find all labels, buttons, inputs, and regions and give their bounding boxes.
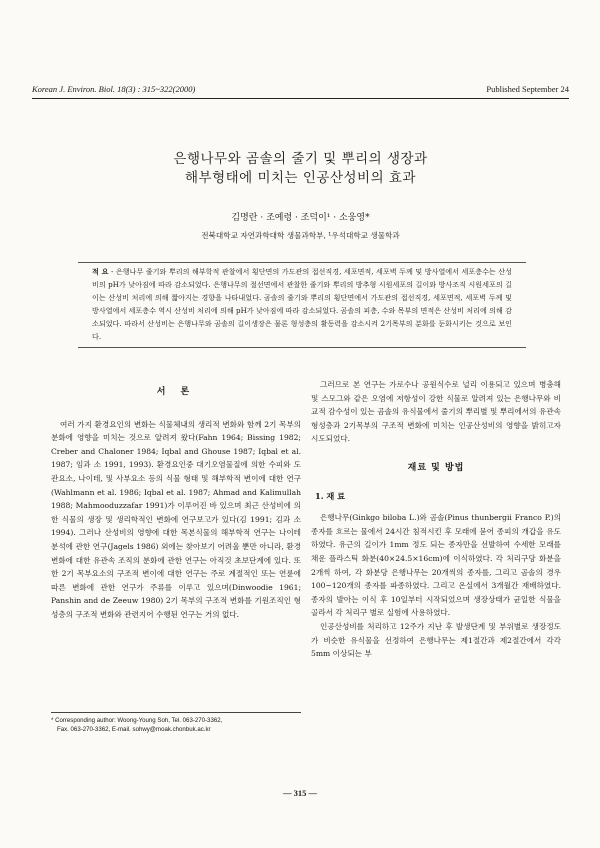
intro-paragraph-1: 여러 가지 환경요인의 변화는 식물체내의 생리적 변화와 함께 2기 목부의 분화에 영향을 미치는 것으로 알려져 왔다(Fahn 1964; Bissing 1982; Creber and Chaloner 1984; Iqbal and Ghouse 1987; Iqbal et al. 1987; 임과 소 1991, 1993). 환경요인중 대기오염물질에 의한 수피와 도관요소, 나이테, 및 사부요소 등의 식물 형태 및 해부학적 변이에 대한 연구(Wahlmann et al. 1986; Iqbal et al. 1987; Ahmad and Kalimullah 1988; Mahmooduzzafar 1991)가 이루어진 바 있으며 최근 산성비에 의한 식물의 생장 및 생리학적인 변화에 연구보고가 있다(김 1991; 김과 소 1994). 그러나 산성비의 영향에 대한 목본식물의 해부학적 연구는 나이테 분석에 관한 연구(Jagels 1986) 외에는 찾아보기 어려울 뿐만 아니라, 환경변화에 대한 유관속 조직의 분화에 관한 연구는 아직것 초보단계에 있다. 또한 2기 목부요소의 구조적 변이에 대한 연구는 주로 계절적인 또는 연륜에 따른 변화에 관한 연구가 주류를 이루고 있으며(Dinwoodie 1961; Panshin and de Zeeuw 1980) 2기 목부의 구조적 변화를 기원조직인 형성층의 구조적 변화와 관련지어 수행된 연구는 거의 없다. xyxy=(51,419,301,619)
title-line-1: 은행나무와 곰솔의 줄기 및 뿌리의 생장과 xyxy=(173,151,428,167)
methods-paragraph-2: 인공산성비를 처리하고 12주가 지난 후 발생단계 및 부위별로 생장정도가 비슷한 유식물을 선정하여 은행나무는 제1절간과 제2절간에서 각각 5mm 이상되는 부 xyxy=(311,621,561,659)
intro-heading: 서 론 xyxy=(156,387,196,397)
article-title xyxy=(32,150,569,188)
journal-citation: Korean J. Environ. Biol. 18(3) : 315~322(2000) xyxy=(32,84,196,94)
corresponding-author-footnote xyxy=(51,716,301,735)
footnote-rule xyxy=(51,712,301,713)
intro-paragraph-2: 그러므로 본 연구는 가로수나 공원식수로 널리 이용되고 있으며 병충해 및 스모그와 같은 오염에 저항성이 강한 식물로 알려져 있는 은행나무와 비교적 감수성이 있는 곰솔의 유식물에서 줄기의 뿌리별 및 뿌리에서의 유관속 형성층과 2기목부의 구조적 변화에 미치는 인공산성비의 영향을 밝히고자 시도되었다. xyxy=(311,380,561,444)
right-column xyxy=(311,378,561,661)
page-number: — 315 — xyxy=(283,788,317,798)
author-list: 김명란 · 조예령 · 조덕이¹ · 소웅영* xyxy=(231,213,370,223)
header-rule xyxy=(32,98,569,99)
title-line-2: 해부형태에 미치는 인공산성비의 효과 xyxy=(184,170,417,186)
abstract-label: 적 요 xyxy=(92,267,109,276)
affiliation: 전북대학교 자연과학대학 생물과학부, ¹우석대학교 생물학과 xyxy=(201,231,400,240)
footnote-line-1: * Corresponding author: Woong-Young Soh, Tel. 063-270-3362, xyxy=(51,717,223,724)
abstract-text: - 은행나무 줄기와 뿌리의 해부학적 관찰에서 횡단면의 가도관의 접선직경, 세포면적, 세포벽 두께 및 방사열에서 세포층수는 산성비의 pH가 낮아짐에 따라 감소되었다. 은행나무의 절선면에서 관찰한 줄기와 뿌리의 방추형 시원세포의 길이와 방사조직 시원세포의 길이는 산성비 처리에 의해 짧아지는 경향을 나타내었다. 곰솔의 줄기와 뿌리의 횡단면에서 가도관의 접선직경, 세포면적, 세포벽 두께 및 방사열에서 세포층수 역시 산성비 처리에 의해 pH가 낮아짐에 따라 감소되었다. 곰솔의 피층, 수와 목부의 면적은 산성비 처리에 의해 감소되었다. 따라서 산성비는 은행나무와 곰솔의 길이생장은 물론 형성층의 활동력을 감소시켜 2기목부의 분화를 둔화시키는 것으로 보인다. xyxy=(92,267,513,341)
left-column xyxy=(51,378,301,622)
materials-subheading: 1. 재 료 xyxy=(315,490,346,501)
methods-heading: 재료 및 방법 xyxy=(407,462,465,473)
methods-paragraph-1: 은행나무(Ginkgo biloba L.)와 곰솔(Pinus thunbergii Franco P.)의 종자를 흐르는 물에서 24시간 침적시킨 후 모래에 묻어 종피의 개갑을 유도하였다. 유근의 길이가 1mm 정도 되는 종자만을 선발하여 수세한 모래를 채운 플라스틱 화분(40×24.5×16cm)에 이식하였다. 각 처리구당 화분을 2개씩 하여, 각 화분당 은행나무는 20개씩의 종자를, 그리고 곰솔의 경우 100~120개의 종자를 파종하였다. 그리고 온실에서 3개월간 재배하였다. 종자의 발아는 이식 후 10일부터 시작되었으며 생장상태가 균일한 식물을 골라서 각 처리구 별로 실험에 사용하였다. xyxy=(311,513,561,618)
publication-date: Published September 24 xyxy=(486,84,569,94)
running-header xyxy=(32,84,569,94)
footnote-line-2: Fax. 063-270-3362, E-mail. sohwy@moak.chonbuk.ac.kr xyxy=(57,726,211,734)
abstract xyxy=(78,262,526,348)
